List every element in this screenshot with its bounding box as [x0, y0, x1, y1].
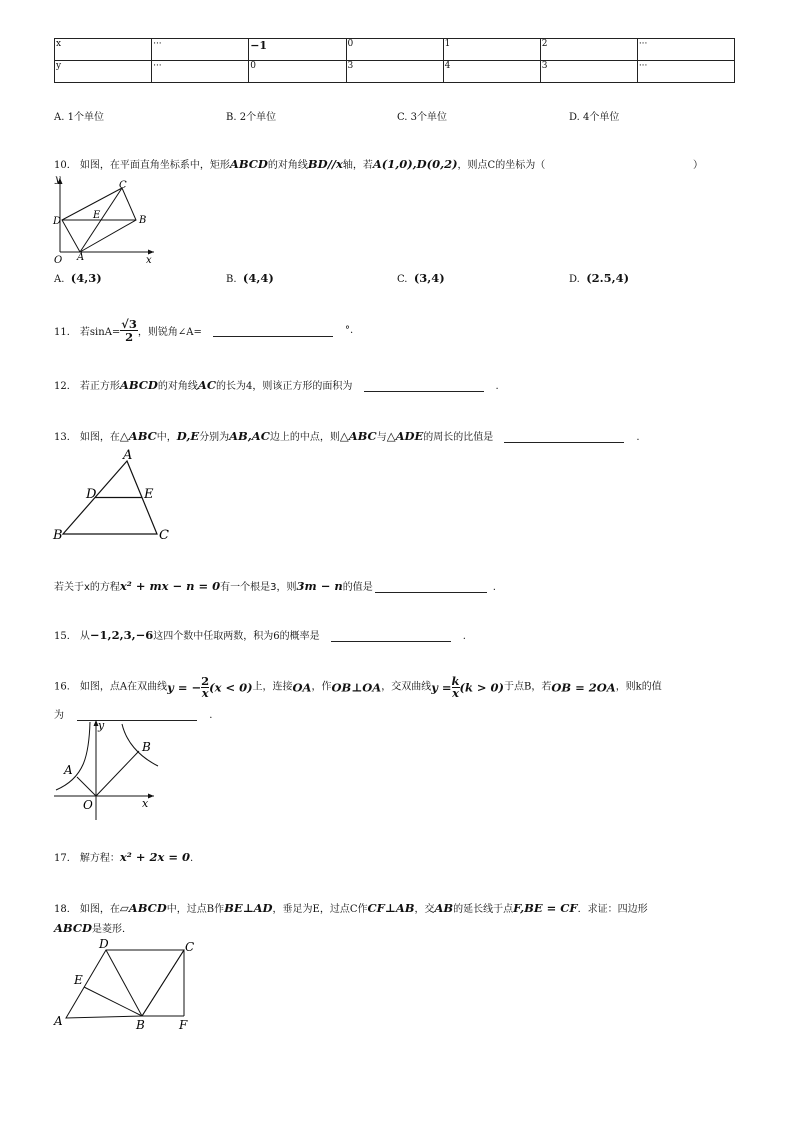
question-text: .: [495, 381, 499, 392]
question-text: °.: [345, 325, 354, 336]
point-c-label: C: [119, 180, 127, 191]
q14-question: [54, 578, 496, 593]
question-text: 从: [79, 631, 90, 642]
q10-figure: [50, 172, 160, 264]
question-text: 这四个数中任取两数，积为6的概率是: [153, 631, 320, 642]
point-e-label: E: [74, 973, 83, 987]
math-expr: OB⊥OA: [331, 680, 382, 695]
math-expr: y =: [431, 680, 452, 695]
q10-option-a: [54, 271, 102, 285]
math-expr: (x < 0): [209, 680, 253, 695]
math-expr: OA: [292, 680, 312, 695]
q18-figure: [50, 936, 200, 1036]
x-label: x: [146, 255, 152, 264]
question-number: 16．: [54, 681, 77, 693]
q10-option-c: [397, 271, 445, 285]
hyperbola-left-branch: [56, 722, 90, 790]
math-expr: 3m − n: [296, 579, 343, 593]
question-text: ，交: [414, 904, 435, 915]
question-number: 17．: [54, 853, 77, 864]
point-a-label: A: [77, 252, 85, 263]
fraction-numerator: √3: [121, 317, 137, 331]
q10-option-d: [569, 271, 629, 285]
fraction-denominator: x: [201, 686, 209, 700]
option-label: D.: [569, 274, 580, 285]
q17-question: [54, 849, 193, 864]
question-number: 12．: [54, 381, 77, 392]
answer-blank[interactable]: [375, 580, 487, 593]
table-cell: ···: [637, 61, 734, 83]
question-text: 与: [376, 432, 387, 443]
sqrt3-over-2-fraction: [120, 318, 138, 343]
question-text: .: [189, 853, 194, 864]
question-text: ，垂足为E，过点C作: [272, 904, 368, 915]
question-text: 如图，在: [79, 432, 120, 443]
question-text: 分别为: [199, 432, 230, 443]
math-expr: △ABC: [339, 429, 377, 443]
table-cell: −1: [249, 39, 346, 61]
hyperbola-right-branch: [122, 724, 158, 766]
q13-question: [54, 428, 640, 443]
segment-bd: [106, 950, 142, 1016]
question-text: 若关于x的方程: [54, 582, 120, 593]
math-expr: F,BE = CF: [513, 901, 578, 915]
question-text: ．求证：四边形: [577, 904, 648, 915]
question-text: 轴，若: [342, 160, 373, 171]
question-text: ，作: [311, 681, 332, 693]
table-cell: y: [55, 61, 152, 83]
question-text: .: [492, 582, 496, 593]
x-label: x: [142, 797, 149, 810]
fraction-numerator: 2: [201, 674, 210, 688]
option-value: (2.5,4): [586, 271, 630, 285]
table-row: [55, 39, 735, 61]
question-number: 18．: [54, 904, 77, 915]
point-a-label: A: [64, 763, 73, 777]
math-expr: x² + 2x = 0: [119, 850, 190, 864]
q11-question: [54, 318, 353, 343]
math-expr: ABCD: [119, 378, 158, 392]
point-f-label: F: [179, 1018, 188, 1032]
point-d-label: D: [99, 937, 109, 951]
table-cell: 3: [346, 61, 443, 83]
question-text: 的对角线: [157, 381, 198, 392]
y-label: y: [98, 719, 105, 732]
question-text: 的对角线: [267, 160, 308, 171]
x-axis-arrow: [148, 250, 154, 255]
q9-option-b: B. 2个单位: [226, 112, 277, 123]
question-text: 如图，在: [79, 904, 120, 915]
question-text: 的长为4，则该正方形的面积为: [215, 381, 353, 392]
question-text: .: [209, 710, 213, 721]
question-text: 的周长的比值是: [423, 432, 494, 443]
math-expr: △ADE: [386, 429, 424, 443]
math-expr: ABCD: [229, 157, 268, 171]
question-text: 解方程：: [79, 853, 120, 864]
math-expr: y = −: [167, 680, 202, 695]
answer-blank[interactable]: [331, 629, 451, 642]
option-value: (3,4): [413, 271, 445, 285]
question-text: 边上的中点，则: [269, 432, 340, 443]
point-e-label: E: [93, 210, 101, 221]
question-number: 15．: [54, 631, 77, 642]
math-expr: AB,AC: [229, 429, 270, 443]
point-b-label: B: [139, 215, 147, 226]
question-text: 为: [54, 710, 64, 721]
q10-bracket: ）: [693, 160, 703, 171]
math-expr: BE⊥AD: [224, 901, 273, 915]
q10-question: [54, 156, 545, 171]
math-expr: D,E: [176, 429, 200, 443]
question-text: ，则点C的坐标为（: [457, 160, 546, 171]
question-text: 如图，点A在双曲线: [79, 681, 168, 693]
table-cell: 0: [346, 39, 443, 61]
question-number: 11．: [54, 327, 77, 338]
q12-question: [54, 377, 499, 392]
segment-bc: [142, 950, 184, 1016]
question-text: 若正方形: [79, 381, 120, 392]
answer-blank[interactable]: [213, 324, 333, 337]
fraction-2-over-x: [201, 676, 209, 699]
segment-oa: [77, 777, 96, 796]
table-cell: 4: [443, 61, 540, 83]
table-cell: ···: [637, 39, 734, 61]
math-expr: BD//x: [307, 157, 343, 171]
q16-question: [54, 676, 662, 699]
table-cell: 1: [443, 39, 540, 61]
fraction-k-over-x: [452, 676, 460, 699]
question-text: 的延长线于点: [453, 904, 514, 915]
answer-blank[interactable]: [364, 379, 484, 392]
question-text: 如图，在平面直角坐标系中，矩形: [79, 160, 230, 171]
math-expr: △ABC: [119, 429, 157, 443]
question-text: 上，连接: [252, 681, 293, 693]
math-expr: CF⊥AB: [367, 901, 415, 915]
option-value: (4,4): [242, 271, 274, 285]
question-text: ，交双曲线: [381, 681, 432, 693]
point-c-label: C: [185, 940, 195, 954]
x-axis-arrow: [148, 794, 154, 799]
q16-figure: [50, 716, 160, 820]
point-a-label: A: [54, 1014, 63, 1028]
math-expr: ▱ABCD: [119, 901, 167, 915]
table-row: [55, 61, 735, 83]
table-cell: ···: [152, 39, 249, 61]
origin-label: O: [54, 255, 63, 264]
point-b-label: B: [142, 740, 151, 754]
math-expr: −1,2,3,−6: [89, 628, 154, 642]
table-cell: 3: [540, 61, 637, 83]
fraction-denominator: x: [452, 686, 459, 700]
point-c-label: C: [159, 528, 169, 543]
q18-question-line2: [54, 920, 132, 935]
question-text: 有一个根是3，则: [220, 582, 297, 593]
answer-blank[interactable]: [504, 430, 624, 443]
option-label: A.: [54, 274, 65, 285]
table-cell: x: [55, 39, 152, 61]
value-table: [54, 38, 735, 83]
math-expr: ABCD: [54, 921, 92, 935]
question-text: 是菱形．: [91, 924, 132, 935]
q9-option-d: D. 4个单位: [569, 112, 620, 123]
table-cell: ···: [152, 61, 249, 83]
question-text: ，则k的值: [615, 681, 662, 693]
fraction-denominator: 2: [125, 330, 134, 344]
origin-label: O: [83, 798, 93, 812]
segment-ob: [96, 751, 139, 796]
q9-option-a: A. 1个单位: [54, 112, 104, 123]
q15-question: [54, 627, 466, 642]
option-label: B.: [226, 274, 237, 285]
question-text: .: [636, 432, 640, 443]
question-number: 10．: [54, 160, 77, 171]
question-text: .: [462, 631, 466, 642]
math-expr: AB: [434, 901, 454, 915]
math-expr: x² + mx − n = 0: [119, 579, 221, 593]
point-a-label: A: [123, 448, 133, 463]
y-label: y: [55, 174, 61, 185]
question-text: 中，过点B作: [166, 904, 225, 915]
question-text: ，则锐角∠A=: [137, 327, 202, 338]
table-cell: 0: [249, 61, 346, 83]
q10-option-b: [226, 271, 274, 285]
q18-question: [54, 900, 648, 915]
point-b-label: B: [53, 528, 63, 543]
option-label: C.: [397, 274, 408, 285]
question-text: 的值是: [342, 582, 373, 593]
point-d-label: D: [86, 487, 97, 502]
question-text: 于点B，若: [504, 681, 552, 693]
point-e-label: E: [144, 487, 154, 502]
math-expr: OB = 2OA: [551, 680, 616, 695]
segment-be: [84, 987, 142, 1016]
fraction-numerator: k: [451, 674, 460, 688]
point-b-label: B: [136, 1018, 145, 1032]
question-text: 中，: [156, 432, 177, 443]
math-expr: (k > 0): [459, 680, 504, 695]
point-d-label: D: [53, 216, 62, 227]
math-expr: AC: [197, 378, 216, 392]
math-expr: A(1,0),D(0,2): [372, 157, 458, 171]
q9-option-c: C. 3个单位: [397, 112, 448, 123]
question-text: 若sinA=: [79, 327, 121, 338]
option-value: (4,3): [70, 271, 102, 285]
table-cell: 2: [540, 39, 637, 61]
q13-figure: [50, 446, 180, 548]
question-number: 13．: [54, 432, 77, 443]
